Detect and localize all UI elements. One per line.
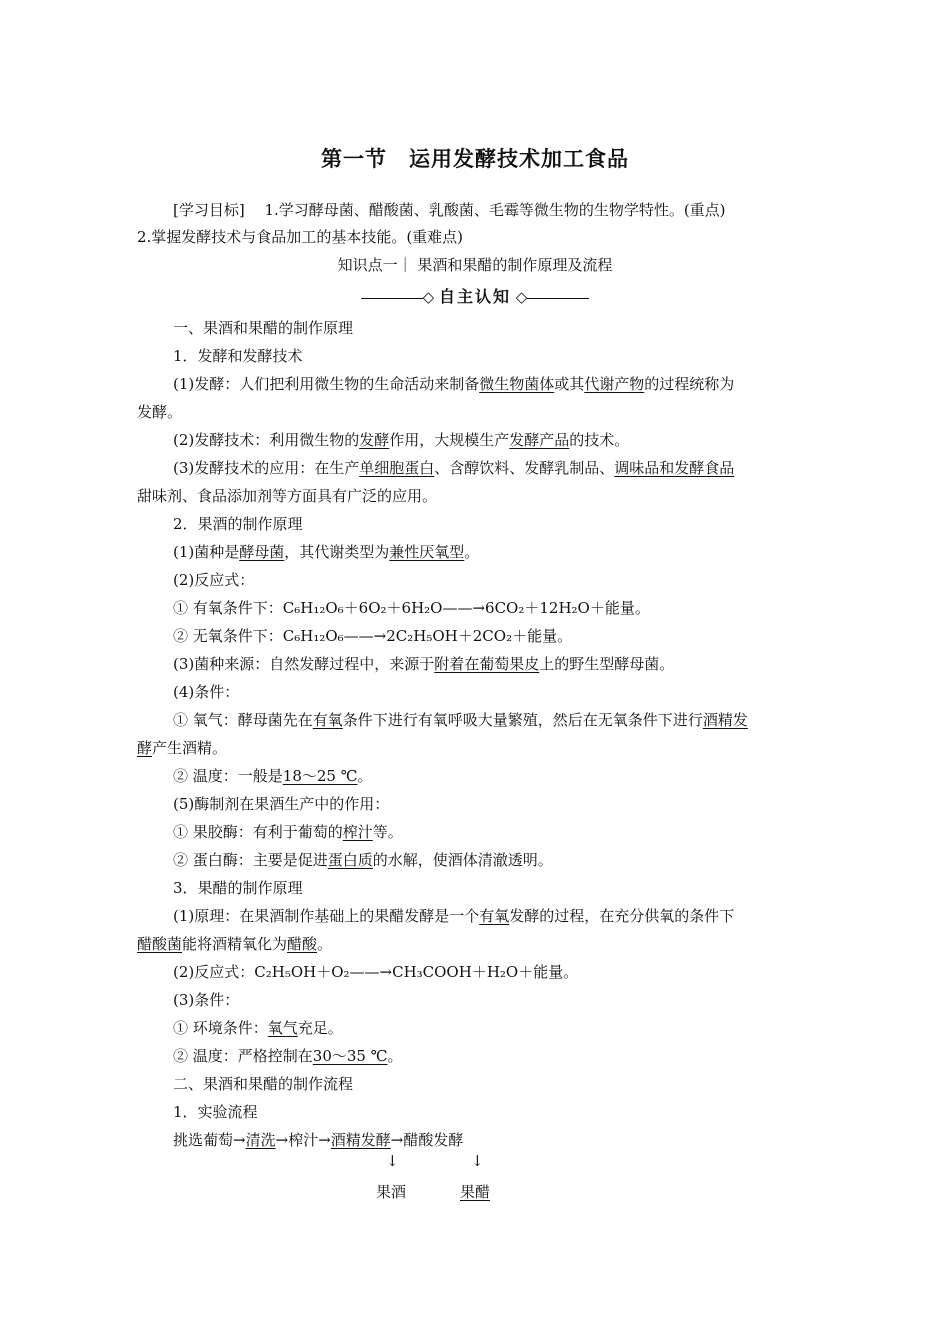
p2-b-line: (2)反应式： (173, 571, 255, 589)
text: 作用，大规模生产 (389, 431, 510, 449)
banner-rule-right (527, 298, 589, 299)
p1-a-line-1 (173, 374, 817, 394)
blank-answer: 有氧 (479, 907, 510, 925)
flow-diagram (173, 1130, 817, 1150)
blank-answer: 发酵 (359, 431, 390, 449)
p2-a-line (173, 542, 817, 562)
p1-a-line-2: 发酵。 (137, 403, 183, 421)
arrow-down-icon: ↓ (386, 1152, 399, 1170)
p2-d1-line-2 (137, 738, 817, 758)
text: (1)菌种是 (173, 543, 240, 561)
p1-c-line-1 (173, 458, 817, 478)
equation-anaerobic: ② 无氧条件下：C₆H₁₂O₆——→2C₂H₅OH＋2CO₂＋能量。 (173, 627, 573, 645)
text: (1)发酵：人们把利用微生物的生命活动来制备 (173, 375, 480, 393)
p3-a-line-2 (137, 934, 817, 954)
blank-answer: 酵母菌 (239, 543, 285, 561)
p3-c2-line (173, 1046, 817, 1066)
p3-heading: 3．果醋的制作原理 (173, 879, 303, 897)
flow-heading: 1．实验流程 (173, 1103, 258, 1121)
blank-answer: 有氧 (312, 711, 343, 729)
text: 上的野生型酵母菌。 (539, 655, 675, 673)
p2-d-line: (4)条件： (173, 683, 240, 701)
flow-step-wash: 清洗 (245, 1131, 276, 1149)
text: (2)发酵技术：利用微生物的 (173, 431, 360, 449)
text: (3)发酵技术的应用：在生产 (173, 459, 360, 477)
text: (3)菌种来源：自然发酵过程中，来源于 (173, 655, 435, 673)
text: 产生酒精。 (152, 739, 228, 757)
objectives-label: [学习目标] (173, 201, 245, 219)
arrow-right-icon: → (233, 1131, 246, 1149)
objective-2: 2.掌握发酵技术与食品加工的基本技能。(重难点) (137, 228, 464, 246)
blank-answer: 兼性厌氧型 (389, 543, 465, 561)
p2-c-line (173, 654, 817, 674)
arrow-right-icon: → (390, 1131, 404, 1149)
text: 能将酒精氧化为 (182, 935, 288, 953)
text: 充足。 (297, 1019, 343, 1037)
text: 。 (464, 543, 480, 561)
diamond-left-icon: ◇ (422, 288, 435, 306)
blank-answer: 蛋白质 (327, 851, 373, 869)
flow-output-vinegar: 果醋 (460, 1183, 491, 1201)
section-banner (0, 287, 950, 307)
text: 、含醇饮料、发酵乳制品、 (434, 459, 615, 477)
page-title: 第一节 运用发酵技术加工食品 (321, 147, 629, 171)
knowledge-point-title: 果酒和果醋的制作原理及流程 (417, 256, 613, 274)
blank-answer: 单细胞蛋白 (359, 459, 435, 477)
blank-answer: 榨汁 (342, 823, 373, 841)
p1-b-line (173, 430, 817, 450)
flow-step-alcohol: 酒精发酵 (330, 1131, 391, 1149)
knowledge-point-header: 知识点一｜ 果酒和果醋的制作原理及流程 (337, 256, 613, 274)
text: ② 温度：严格控制在 (173, 1047, 313, 1065)
p2-e1-line (173, 822, 817, 842)
section-2-heading: 二、果酒和果醋的制作流程 (173, 1075, 354, 1093)
text: 的技术。 (569, 431, 630, 449)
text: ① 果胶酶：有利于葡萄的 (173, 823, 343, 841)
diamond-right-icon: ◇ (515, 288, 528, 306)
blank-answer: 代谢产物 (584, 375, 645, 393)
blank-answer: 发酵产品 (509, 431, 570, 449)
arrow-right-icon: → (318, 1131, 331, 1149)
text: 的过程统称为 (644, 375, 735, 393)
blank-answer: 氧气 (267, 1019, 298, 1037)
knowledge-point-label: 知识点一 (337, 256, 398, 274)
text: ① 环境条件： (173, 1019, 268, 1037)
banner-text: 自主认知 (438, 287, 511, 306)
flow-step-press: 榨汁 (288, 1131, 319, 1149)
text: 条件下进行有氧呼吸大量繁殖，然后在无氧条件下进行 (342, 711, 703, 729)
blank-answer: 酵 (137, 739, 153, 757)
flow-step-select: 挑选葡萄 (173, 1131, 234, 1149)
p1-c-line-2: 甜味剂、食品添加剂等方面具有广泛的应用。 (137, 487, 438, 505)
text: ② 蛋白酶：主要是促进 (173, 851, 328, 869)
p3-c1-line (173, 1018, 817, 1038)
text: ，其代谢类型为 (284, 543, 390, 561)
text: 。 (387, 1047, 403, 1065)
text: 。 (317, 935, 333, 953)
text: 等。 (372, 823, 403, 841)
p2-heading: 2．果酒的制作原理 (173, 515, 303, 533)
p2-d2-line (173, 766, 817, 786)
blank-answer: 18～25 ℃ (282, 767, 358, 785)
equation-acetic: (2)反应式：C₂H₅OH＋O₂——→CH₃COOH＋H₂O＋能量。 (173, 963, 579, 981)
objective-1: 1.学习酵母菌、醋酸菌、乳酸菌、毛霉等微生物的生物学特性。(重点) (264, 201, 726, 219)
arrow-right-icon: → (275, 1131, 289, 1149)
p2-d1-line-1 (173, 710, 817, 730)
blank-answer: 附着在葡萄果皮 (434, 655, 540, 673)
text: ① 氧气：酵母菌先在 (173, 711, 313, 729)
text: 的水解，使酒体清澈透明。 (372, 851, 553, 869)
p3-a-line-1 (173, 906, 817, 926)
text: 。 (357, 767, 373, 785)
blank-answer: 30～35 ℃ (312, 1047, 388, 1065)
arrow-down-icon: ↓ (471, 1152, 484, 1170)
blank-answer: 醋酸菌 (137, 935, 183, 953)
p3-c-line: (3)条件： (173, 991, 240, 1009)
blank-answer: 酒精发 (702, 711, 748, 729)
equation-aerobic: ① 有氧条件下：C₆H₁₂O₆＋6O₂＋6H₂O——→6CO₂＋12H₂O＋能量。 (173, 599, 650, 617)
blank-answer: 醋酸 (287, 935, 318, 953)
blank-answer: 调味品和发酵食品 (614, 459, 735, 477)
p1-heading: 1．发酵和发酵技术 (173, 347, 303, 365)
flow-output-wine: 果酒 (376, 1183, 407, 1201)
p2-e-line: (5)酶制剂在果酒生产中的作用： (173, 795, 390, 813)
text: 或其 (554, 375, 585, 393)
flow-step-acetic: 醋酸发酵 (403, 1131, 464, 1149)
text: 发酵的过程，在充分供氧的条件下 (509, 907, 735, 925)
banner-rule-left (361, 298, 423, 299)
p2-e2-line (173, 850, 817, 870)
section-1-heading: 一、果酒和果醋的制作原理 (173, 319, 354, 337)
text: (1)原理：在果酒制作基础上的果醋发酵是一个 (173, 907, 480, 925)
blank-answer: 微生物菌体 (479, 375, 555, 393)
text: ② 温度：一般是 (173, 767, 283, 785)
objectives-line-1 (173, 200, 817, 220)
